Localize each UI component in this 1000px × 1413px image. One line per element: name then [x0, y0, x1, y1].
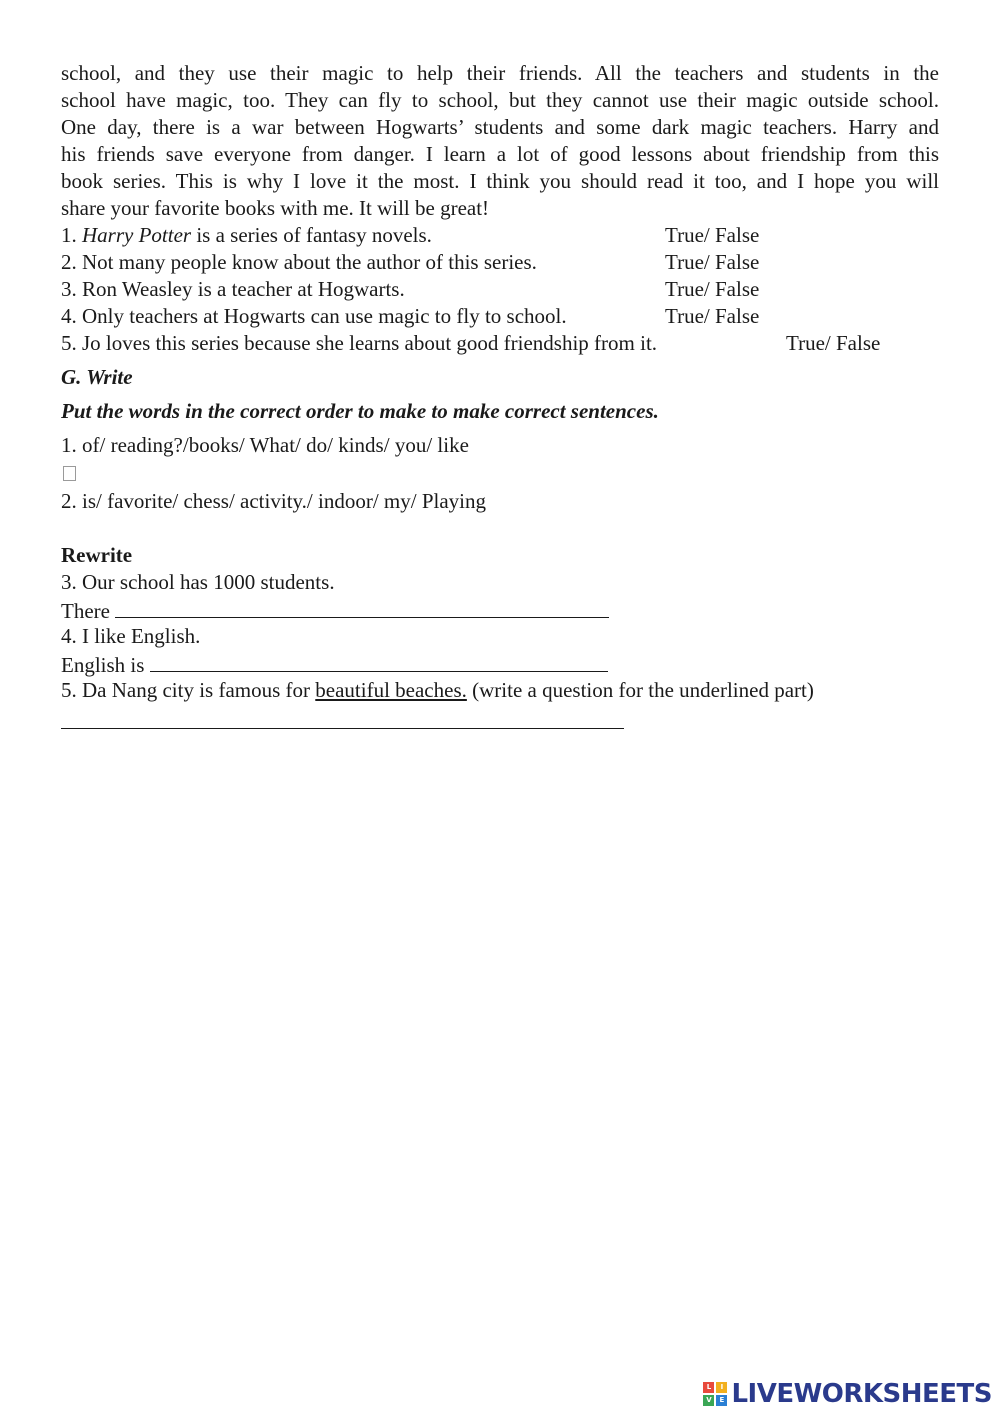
rewrite-answer-row: [61, 596, 939, 623]
reorder-question: 1. of/ reading?/books/ What/ do/ kinds/ you/ like: [61, 433, 469, 457]
sentence-start: English is: [61, 653, 145, 677]
statement: [61, 222, 432, 249]
logo-tile: E: [716, 1395, 727, 1406]
statement: 2. Not many people know about the author of this series.: [61, 250, 537, 274]
liveworksheets-logo-icon: [703, 1382, 727, 1406]
book-title: Harry Potter: [82, 223, 192, 247]
reorder-question: 2. is/ favorite/ chess/ activity./ indoor/ my/ Playing: [61, 489, 486, 513]
rewrite-answer-row: [61, 650, 939, 677]
brand-name: LIVEWORKSHEETS: [731, 1379, 992, 1409]
answer-blank[interactable]: [61, 710, 624, 729]
logo-tile: V: [703, 1395, 714, 1406]
prompt-text: 5. Da Nang city is famous for: [61, 678, 316, 702]
statement: 5. Jo loves this series because she learns about good friendship from it.: [61, 331, 658, 355]
true-false-item: [61, 249, 939, 276]
true-false-choice[interactable]: True/ False: [665, 223, 760, 247]
liveworksheets-brand: [703, 1379, 992, 1409]
passage-line: book series. This is why I love it the most. I think you should read it too, and I hope you will: [61, 169, 939, 193]
true-false-choice[interactable]: True/ False: [665, 277, 760, 301]
statement: 3. Ron Weasley is a teacher at Hogwarts.: [61, 277, 405, 301]
true-false-choice[interactable]: True/ False: [665, 304, 760, 328]
statement: 4. Only teachers at Hogwarts can use magic to fly to school.: [61, 304, 567, 328]
answer-input-box[interactable]: [63, 466, 76, 481]
rewrite-title: Rewrite: [61, 543, 133, 567]
answer-blank[interactable]: [115, 596, 609, 618]
item-number: 1.: [61, 223, 77, 247]
true-false-item: [61, 222, 939, 249]
rewrite-prompt: [61, 677, 939, 704]
underlined-part: beautiful beaches.: [315, 678, 467, 702]
passage-line: school, and they use their magic to help their friends. All the teachers and students in the: [61, 61, 939, 85]
true-false-choice[interactable]: True/ False: [786, 331, 881, 355]
passage-line: One day, there is a war between Hogwarts’ students and some dark magic teachers. Harry and: [61, 115, 939, 139]
rewrite-prompt: 3. Our school has 1000 students.: [61, 570, 335, 594]
true-false-item: [61, 276, 939, 303]
section-heading: G. Write: [61, 365, 133, 389]
sentence-start: There: [61, 599, 110, 623]
true-false-choice[interactable]: True/ False: [665, 250, 760, 274]
true-false-item: [61, 303, 939, 330]
true-false-item: [61, 330, 939, 357]
statement-rest: is a series of fantasy novels.: [191, 223, 432, 247]
reading-passage: [61, 60, 939, 222]
passage-line: school have magic, too. They can fly to school, but they cannot use their magic outside school.: [61, 88, 939, 112]
prompt-text: (write a question for the underlined part): [466, 678, 814, 702]
true-false-list: [61, 222, 939, 357]
rewrite-prompt: 4. I like English.: [61, 624, 201, 648]
logo-tile: L: [703, 1382, 714, 1393]
section-instruction: Put the words in the correct order to make to make correct sentences.: [61, 399, 659, 423]
passage-line: share your favorite books with me. It will be great!: [61, 196, 490, 220]
worksheet-page: [61, 60, 939, 729]
answer-blank[interactable]: [150, 650, 608, 672]
logo-tile: I: [716, 1382, 727, 1393]
passage-line: his friends save everyone from danger. I learn a lot of good lessons about friendship from this: [61, 142, 939, 166]
